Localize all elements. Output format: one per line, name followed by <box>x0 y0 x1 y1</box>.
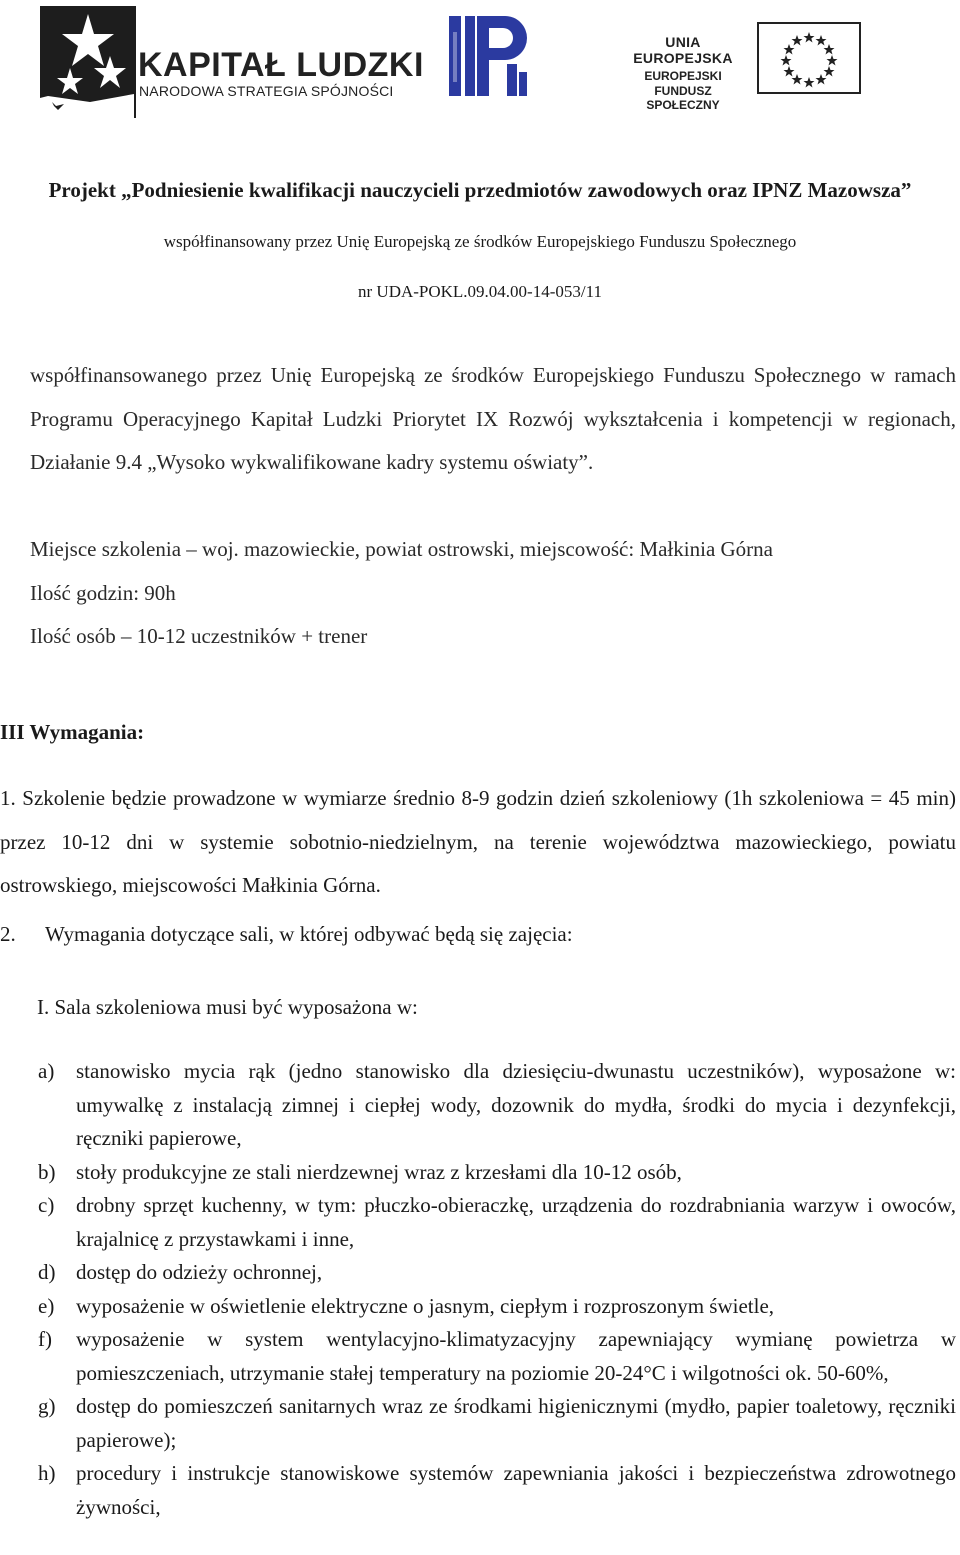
kapital-ludzki-title: KAPITAŁ LUDZKI <box>138 46 424 84</box>
requirement-item-2-text: Wymagania dotyczące sali, w której odbywać będą się zajęcia: <box>45 922 573 946</box>
list-item-text: wyposażenie w oświetlenie elektryczne o jasnym, ciepłym i rozproszonym świetle, <box>76 1293 775 1318</box>
list-item-text: dostęp do pomieszczeń sanitarnych wraz ze środkami higienicznymi (mydło, papier toaletowy, ręczniki papierowe); <box>76 1394 956 1452</box>
kapital-ludzki-emblem <box>40 6 136 118</box>
ip-logo <box>447 12 529 98</box>
list-item-text: wyposażenie w system wentylacyjno-klimatyzacyjny zapewniający wymianę powietrza w pomieszczeniach, utrzymanie stałej temperatury na poziomie 20-24°C i wilgotności ok. 50-60%, <box>76 1327 956 1385</box>
list-item-text: dostęp do odzieży ochronnej, <box>76 1260 323 1284</box>
list-item-label: b) <box>38 1159 56 1184</box>
training-hours: Ilość godzin: 90h <box>30 581 176 605</box>
list-item-text: stoły produkcyjne ze stali nierdzewnej wraz z krzesłami dla 10-12 osób, <box>76 1159 682 1184</box>
list-item <box>38 1457 956 1524</box>
list-item-text: stanowisko mycia rąk (jedno stanowisko dla dziesięciu-dwunastu uczestników), wyposażone w: umywalkę z instalacją zimnej i ciepłej wody, dozownik do mydła, środki do mycia i dezynfekcji, ręczniki papierowe, <box>76 1059 956 1150</box>
list-item <box>38 1189 956 1256</box>
list-item-label: f) <box>38 1327 52 1351</box>
project-number: nr UDA-POKL.09.04.00-14-053/11 <box>358 282 602 301</box>
kapital-ludzki-subtitle: NARODOWA STRATEGIA SPÓJNOŚCI <box>139 83 394 99</box>
equipment-list <box>38 1055 956 1524</box>
list-item <box>38 1055 956 1156</box>
intro-paragraph: współfinansowanego przez Unię Europejską ze środków Europejskiego Funduszu Społecznego w ramach Programu Operacyjnego Kapitał Ludzki Priorytet IX Rozwój wykształcenia i kompetencji w regionach, Działanie 9.4 „Wysoko wykwalifikowane kadry systemu oświaty”. <box>30 363 956 474</box>
section-heading: III Wymagania: <box>0 720 145 744</box>
eu-logo-line3: FUNDUSZ SPOŁECZNY <box>646 84 720 112</box>
requirement-item-1: 1. Szkolenie będzie prowadzone w wymiarze średnio 8-9 godzin dzień szkoleniowy (1h szkoleniowa = 45 min) przez 10-12 dni w systemie sobotnio-niedzielnym, na terenie województwa mazowieckiego, powiatu ostrowskiego, miejscowości Małkinia Górna. <box>0 786 956 897</box>
list-item-label: a) <box>38 1059 55 1083</box>
list-item <box>38 1323 956 1390</box>
list-item <box>38 1256 956 1290</box>
training-persons: Ilość osób – 10-12 uczestników + trener <box>30 624 368 648</box>
list-item-text: drobny sprzęt kuchenny, w tym: płuczko-obieraczkę, urządzenia do rozdrabniania warzyw i owoców, krajalnicę z przystawkami i inne, <box>76 1193 956 1251</box>
kapital-ludzki-logo <box>40 6 424 118</box>
eu-logo <box>617 22 863 112</box>
requirement-item-2 <box>0 922 573 947</box>
eu-logo-line2: EUROPEJSKI <box>644 69 722 83</box>
list-item <box>38 1290 956 1324</box>
eu-flag-icon <box>757 22 861 94</box>
training-location: Miejsce szkolenia – woj. mazowieckie, powiat ostrowski, miejscowość: Małkinia Górna <box>30 537 773 561</box>
list-item <box>38 1156 956 1190</box>
list-item-label: e) <box>38 1293 55 1318</box>
list-item-label: h) <box>38 1461 56 1485</box>
list-item-text: procedury i instrukcje stanowiskowe systemów zapewniania jakości i bezpieczeństwa zdrowotnego żywności, <box>76 1461 956 1519</box>
room-equipment-heading: I. Sala szkoleniowa musi być wyposażona w: <box>37 995 418 1019</box>
project-title: Projekt „Podniesienie kwalifikacji nauczycieli przedmiotów zawodowych oraz IPNZ Mazowsza” <box>48 178 912 202</box>
list-item <box>38 1390 956 1457</box>
list-item-label: g) <box>38 1394 56 1418</box>
list-item-label: d) <box>38 1260 56 1284</box>
logo-bar <box>0 0 960 130</box>
eu-logo-line1: UNIA EUROPEJSKA <box>633 34 733 66</box>
project-subtitle: współfinansowany przez Unię Europejską ze środków Europejskiego Funduszu Społecznego <box>163 232 797 251</box>
list-item-label: c) <box>38 1193 55 1217</box>
requirement-item-2-number: 2. <box>0 922 16 946</box>
